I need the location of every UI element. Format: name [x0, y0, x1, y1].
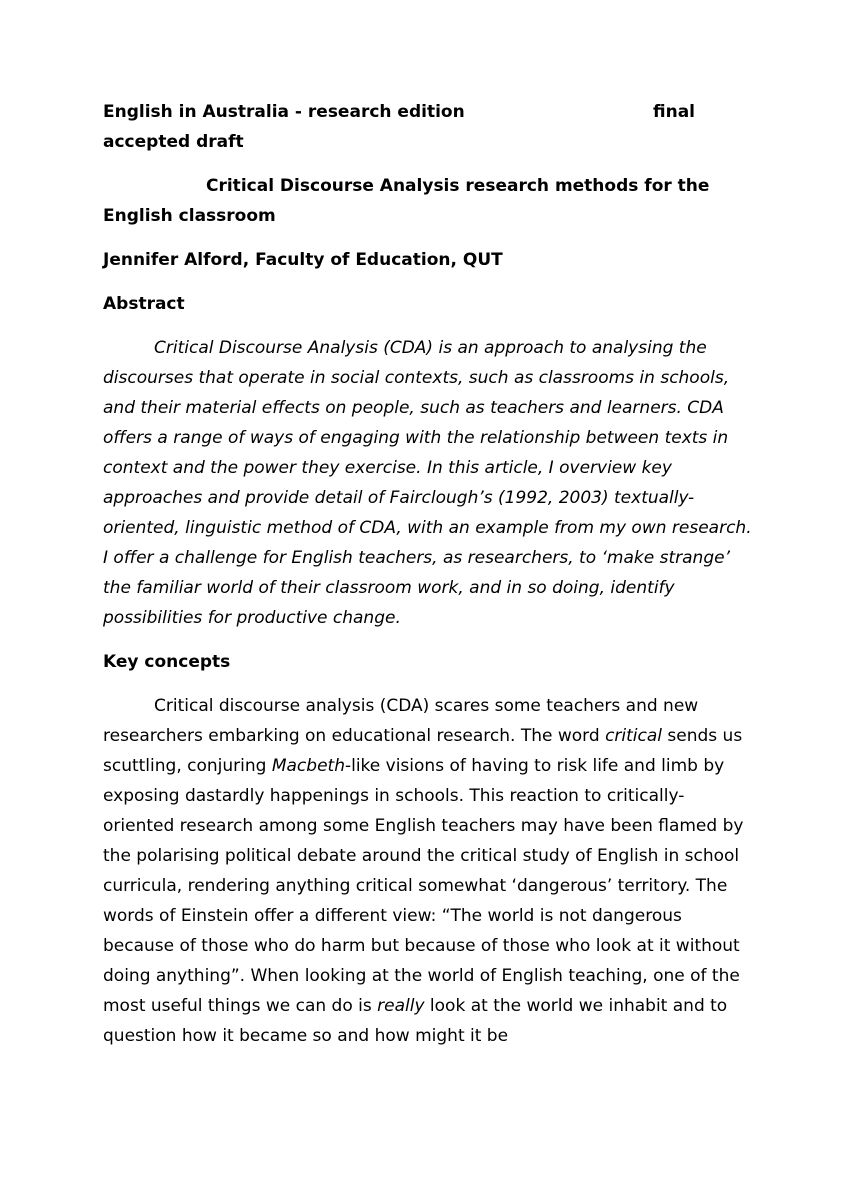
draft-status-rest: accepted draft — [103, 132, 244, 152]
running-header — [103, 97, 753, 157]
article-title — [103, 171, 753, 231]
emphasis-critical: critical — [605, 726, 662, 746]
body-text-segment: sends us scuttling, conjuring — [103, 726, 743, 776]
body-text-segment: -like visions of having to risk life and limb by exposing dastardly happenings in schools. This reaction to critically-oriented research among some English teachers may have been flamed by the polarising political debate around the critical study of English in school curricula, rendering anything critical somewhat ‘dangerous’ territory. The words of Einstein offer a different view: “The world is not dangerous because of those who do harm but because of those who look at it without doing anything”. When looking at the world of English teaching, one of the most useful things we can do is — [103, 756, 744, 1016]
abstract-heading: Abstract — [103, 294, 185, 314]
journal-name: English in Australia - research edition — [103, 102, 465, 122]
abstract-text: Critical Discourse Analysis (CDA) is an approach to analysing the discourses that operate in social contexts, such as classrooms in schools, and their material effects on people, such as teachers and learners. CDA offers a range of ways of engaging with the relationship between texts in context and the power they exercise. In this article, I overview key approaches and provide detail of Fairclough’s (1992, 2003) textually-oriented, linguistic method of CDA, with an example from my own research. I offer a challenge for English teachers, as researchers, to ‘make strange’ the familiar world of their classroom work, and in so doing, identify possibilities for productive change. — [103, 338, 752, 628]
title-line-2: English classroom — [103, 206, 276, 226]
body-text-segment: Critical discourse analysis (CDA) scares some teachers and new researchers embarking on educational research. The word — [103, 696, 699, 746]
emphasis-macbeth: Macbeth — [271, 756, 345, 776]
author-line: Jennifer Alford, Faculty of Education, QUT — [103, 250, 503, 270]
emphasis-really: really — [377, 996, 425, 1016]
document-page — [103, 97, 753, 1051]
key-concepts-paragraph — [103, 691, 753, 1051]
body-text-segment: look at the world we inhabit and to question how it became so and how might it be — [103, 996, 728, 1046]
key-concepts-heading: Key concepts — [103, 652, 231, 672]
draft-status-word: final — [652, 102, 695, 122]
title-line-1: Critical Discourse Analysis research methods for the — [206, 176, 710, 196]
